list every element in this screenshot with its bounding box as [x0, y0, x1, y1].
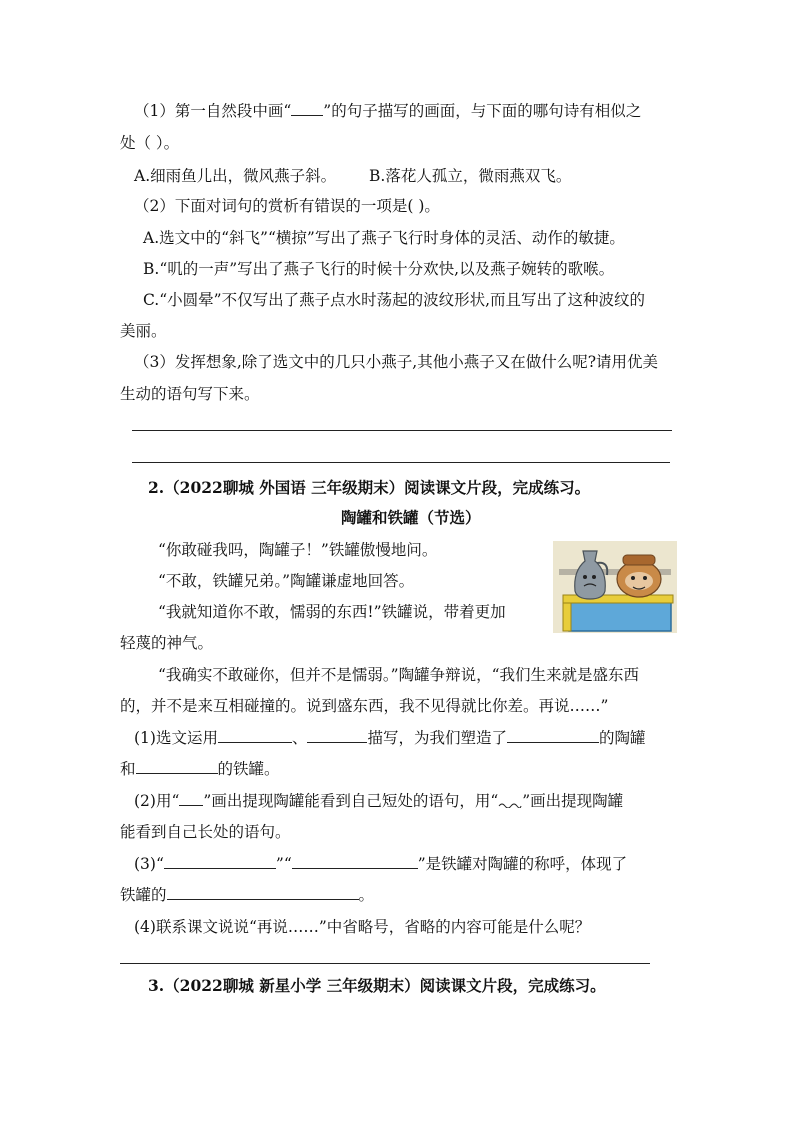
wavy-underline-icon: [498, 796, 522, 808]
q2-sub3-cont: 铁罐的 。: [120, 886, 375, 904]
fill-blank[interactable]: [218, 728, 292, 743]
pots-illustration: [553, 541, 677, 633]
q1-sub1-line1: （1）第一自然段中画“ ”的句子描写的画面，与下面的哪句诗有相似之: [134, 102, 642, 120]
q2-sub3: (3)“ ”“ ”是铁罐对陶罐的称呼，体现了: [134, 855, 628, 873]
q1-option-b: B.落花人孤立，微雨燕双飞。: [369, 167, 572, 185]
answer-line[interactable]: [132, 462, 670, 463]
straight-underline-sample: [179, 791, 203, 806]
answer-line[interactable]: [120, 963, 650, 964]
q1-sub1-line2: 处（ ）。: [120, 134, 180, 152]
answer-line[interactable]: [132, 430, 672, 431]
q2-heading: 2.（2022聊城 外国语 三年级期末）阅读课文片段，完成练习。: [148, 478, 591, 497]
passage-para-3-cont: 轻蔑的神气。: [120, 634, 214, 652]
q2-sub2: (2)用“ ”画出提现陶罐能看到自己短处的语句，用“ ”画出提现陶罐: [134, 792, 624, 810]
q1-option-a: A.细雨鱼儿出，微风燕子斜。: [134, 167, 337, 185]
underline-sample: [291, 101, 323, 116]
passage-para-4-cont: 的，并不是来互相碰撞的。说到盛东西，我不见得就比你差。再说……”: [120, 697, 609, 715]
q1-sub2-option-a: A.选文中的“斜飞”“横掠”写出了燕子飞行时身体的灵活、动作的敏捷。: [143, 229, 625, 247]
passage-para-1: “你敢碰我吗，陶罐子！”铁罐傲慢地问。: [158, 541, 438, 559]
q1-sub2-option-c-cont: 美丽。: [120, 322, 167, 340]
q1-sub3: （3）发挥想象,除了选文中的几只小燕子,其他小燕子又在做什么呢?请用优美: [134, 353, 659, 371]
q1-sub2: （2）下面对词句的赏析有错误的一项是( )。: [134, 197, 440, 215]
q2-sub1-cont: 和 的铁罐。: [120, 760, 280, 778]
fill-blank[interactable]: [164, 854, 276, 869]
q1-sub3-cont: 生动的语句写下来。: [120, 385, 260, 403]
fill-blank[interactable]: [167, 885, 359, 900]
passage-para-3: “我就知道你不敢，懦弱的东西!”铁罐说，带着更加: [158, 603, 506, 621]
q3-heading: 3.（2022聊城 新星小学 三年级期末）阅读课文片段，完成练习。: [148, 976, 606, 995]
fill-blank[interactable]: [307, 728, 367, 743]
fill-blank[interactable]: [292, 854, 418, 869]
passage-para-2: “不敢，铁罐兄弟。”陶罐谦虚地回答。: [158, 572, 415, 590]
q1-sub2-option-b: B.“叽的一声”写出了燕子飞行的时候十分欢快,以及燕子婉转的歌喉。: [143, 260, 615, 278]
passage-title: 陶罐和铁罐（节选）: [341, 508, 481, 527]
fill-blank[interactable]: [136, 759, 218, 774]
fill-blank[interactable]: [507, 728, 599, 743]
passage-para-4: “我确实不敢碰你，但并不是懦弱。”陶罐争辩说，“我们生来就是盛东西: [158, 666, 640, 684]
q2-sub4: (4)联系课文说说“再说……”中省略号，省略的内容可能是什么呢？: [134, 918, 591, 936]
q2-sub2-cont: 能看到自己长处的语句。: [120, 823, 291, 841]
q1-sub2-option-c: C.“小圆晕”不仅写出了燕子点水时荡起的波纹形状,而且写出了这种波纹的: [143, 291, 646, 309]
q2-sub1: (1)选文运用 、 描写，为我们塑造了 的陶罐: [134, 729, 646, 747]
